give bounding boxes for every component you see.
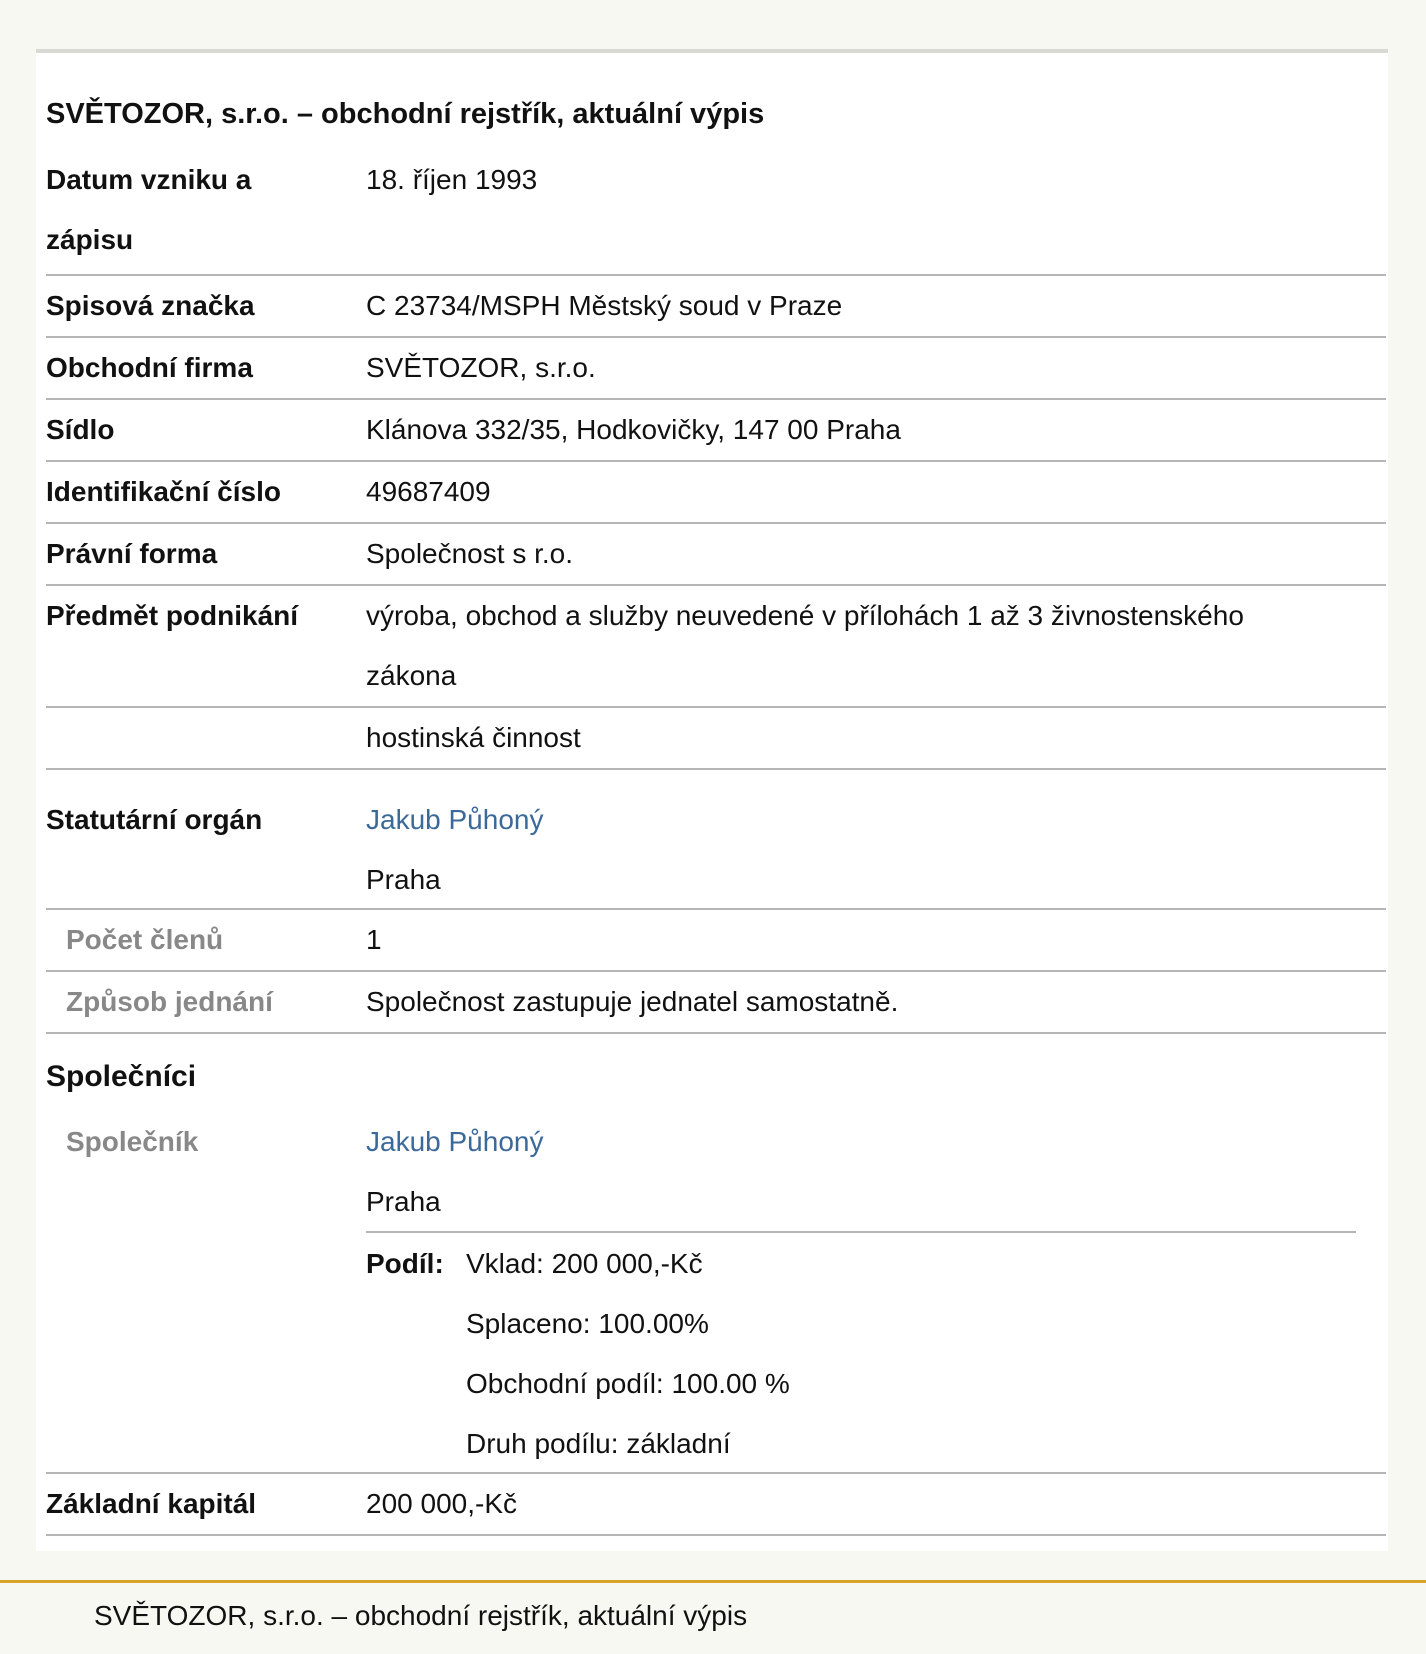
statutarni-city: Praha [366,864,441,895]
row-statutarni [46,790,1386,910]
podil-obchodni: Obchodní podíl: 100.00 % [466,1368,790,1399]
pocet-value: 1 [366,924,382,955]
datum-label: Datum vzniku a zápisu [46,164,252,255]
podil-divider [366,1231,1356,1233]
row-spis [46,276,1386,338]
podil-label: Podíl: [366,1248,444,1279]
spis-label: Spisová značka [46,290,255,321]
row-datum [46,150,1386,276]
row-forma [46,524,1386,586]
row-pocet [46,910,1386,972]
zpusob-label: Způsob jednání [66,986,273,1017]
predmet-label: Předmět podnikání [46,600,299,631]
row-predmet-2 [46,708,1386,770]
row-kapital [46,1474,1386,1536]
kapital-label: Základní kapitál [46,1488,257,1519]
statutarni-name-link[interactable]: Jakub Půhoný [366,804,544,835]
spolecnik-city: Praha [366,1186,441,1217]
spis-value: C 23734/MSPH Městský soud v Praze [366,290,843,321]
statutarni-label: Statutární orgán [46,804,263,835]
predmet-value-2: hostinská činnost [366,722,581,753]
firma-label: Obchodní firma [46,352,253,383]
spolecnici-heading: Společníci [46,1060,197,1093]
predmet-value-1: výroba, obchod a služby neuvedené v přílohách 1 až 3 živnostenského zákona [366,600,1244,691]
ico-value: 49687409 [366,476,491,507]
kapital-value: 200 000,-Kč [366,1488,517,1519]
footer-title: SVĚTOZOR, s.r.o. – obchodní rejstřík, aktuální výpis [94,1600,748,1631]
row-predmet [46,586,1386,708]
podil-vklad: Vklad: 200 000,-Kč [466,1248,703,1279]
row-firma [46,338,1386,400]
forma-label: Právní forma [46,538,218,569]
ico-label: Identifikační číslo [46,476,281,507]
row-sidlo [46,400,1386,462]
row-ico [46,462,1386,524]
zpusob-value: Společnost zastupuje jednatel samostatně. [366,986,899,1017]
datum-value: 18. říjen 1993 [366,164,538,195]
row-zpusob [46,972,1386,1034]
page-title: SVĚTOZOR, s.r.o. – obchodní rejstřík, aktuální výpis [46,98,765,130]
podil-druh: Druh podílu: základní [466,1428,731,1459]
spolecnik-name-link[interactable]: Jakub Půhoný [366,1126,544,1157]
spolecnik-label: Společník [66,1126,199,1157]
footer-divider [0,1580,1426,1583]
sidlo-label: Sídlo [46,414,115,445]
pocet-label: Počet členů [66,924,224,955]
podil-splaceno: Splaceno: 100.00% [466,1308,709,1339]
firma-value: SVĚTOZOR, s.r.o. [366,352,596,383]
sidlo-value: Klánova 332/35, Hodkovičky, 147 00 Praha [366,414,901,445]
forma-value: Společnost s r.o. [366,538,574,569]
